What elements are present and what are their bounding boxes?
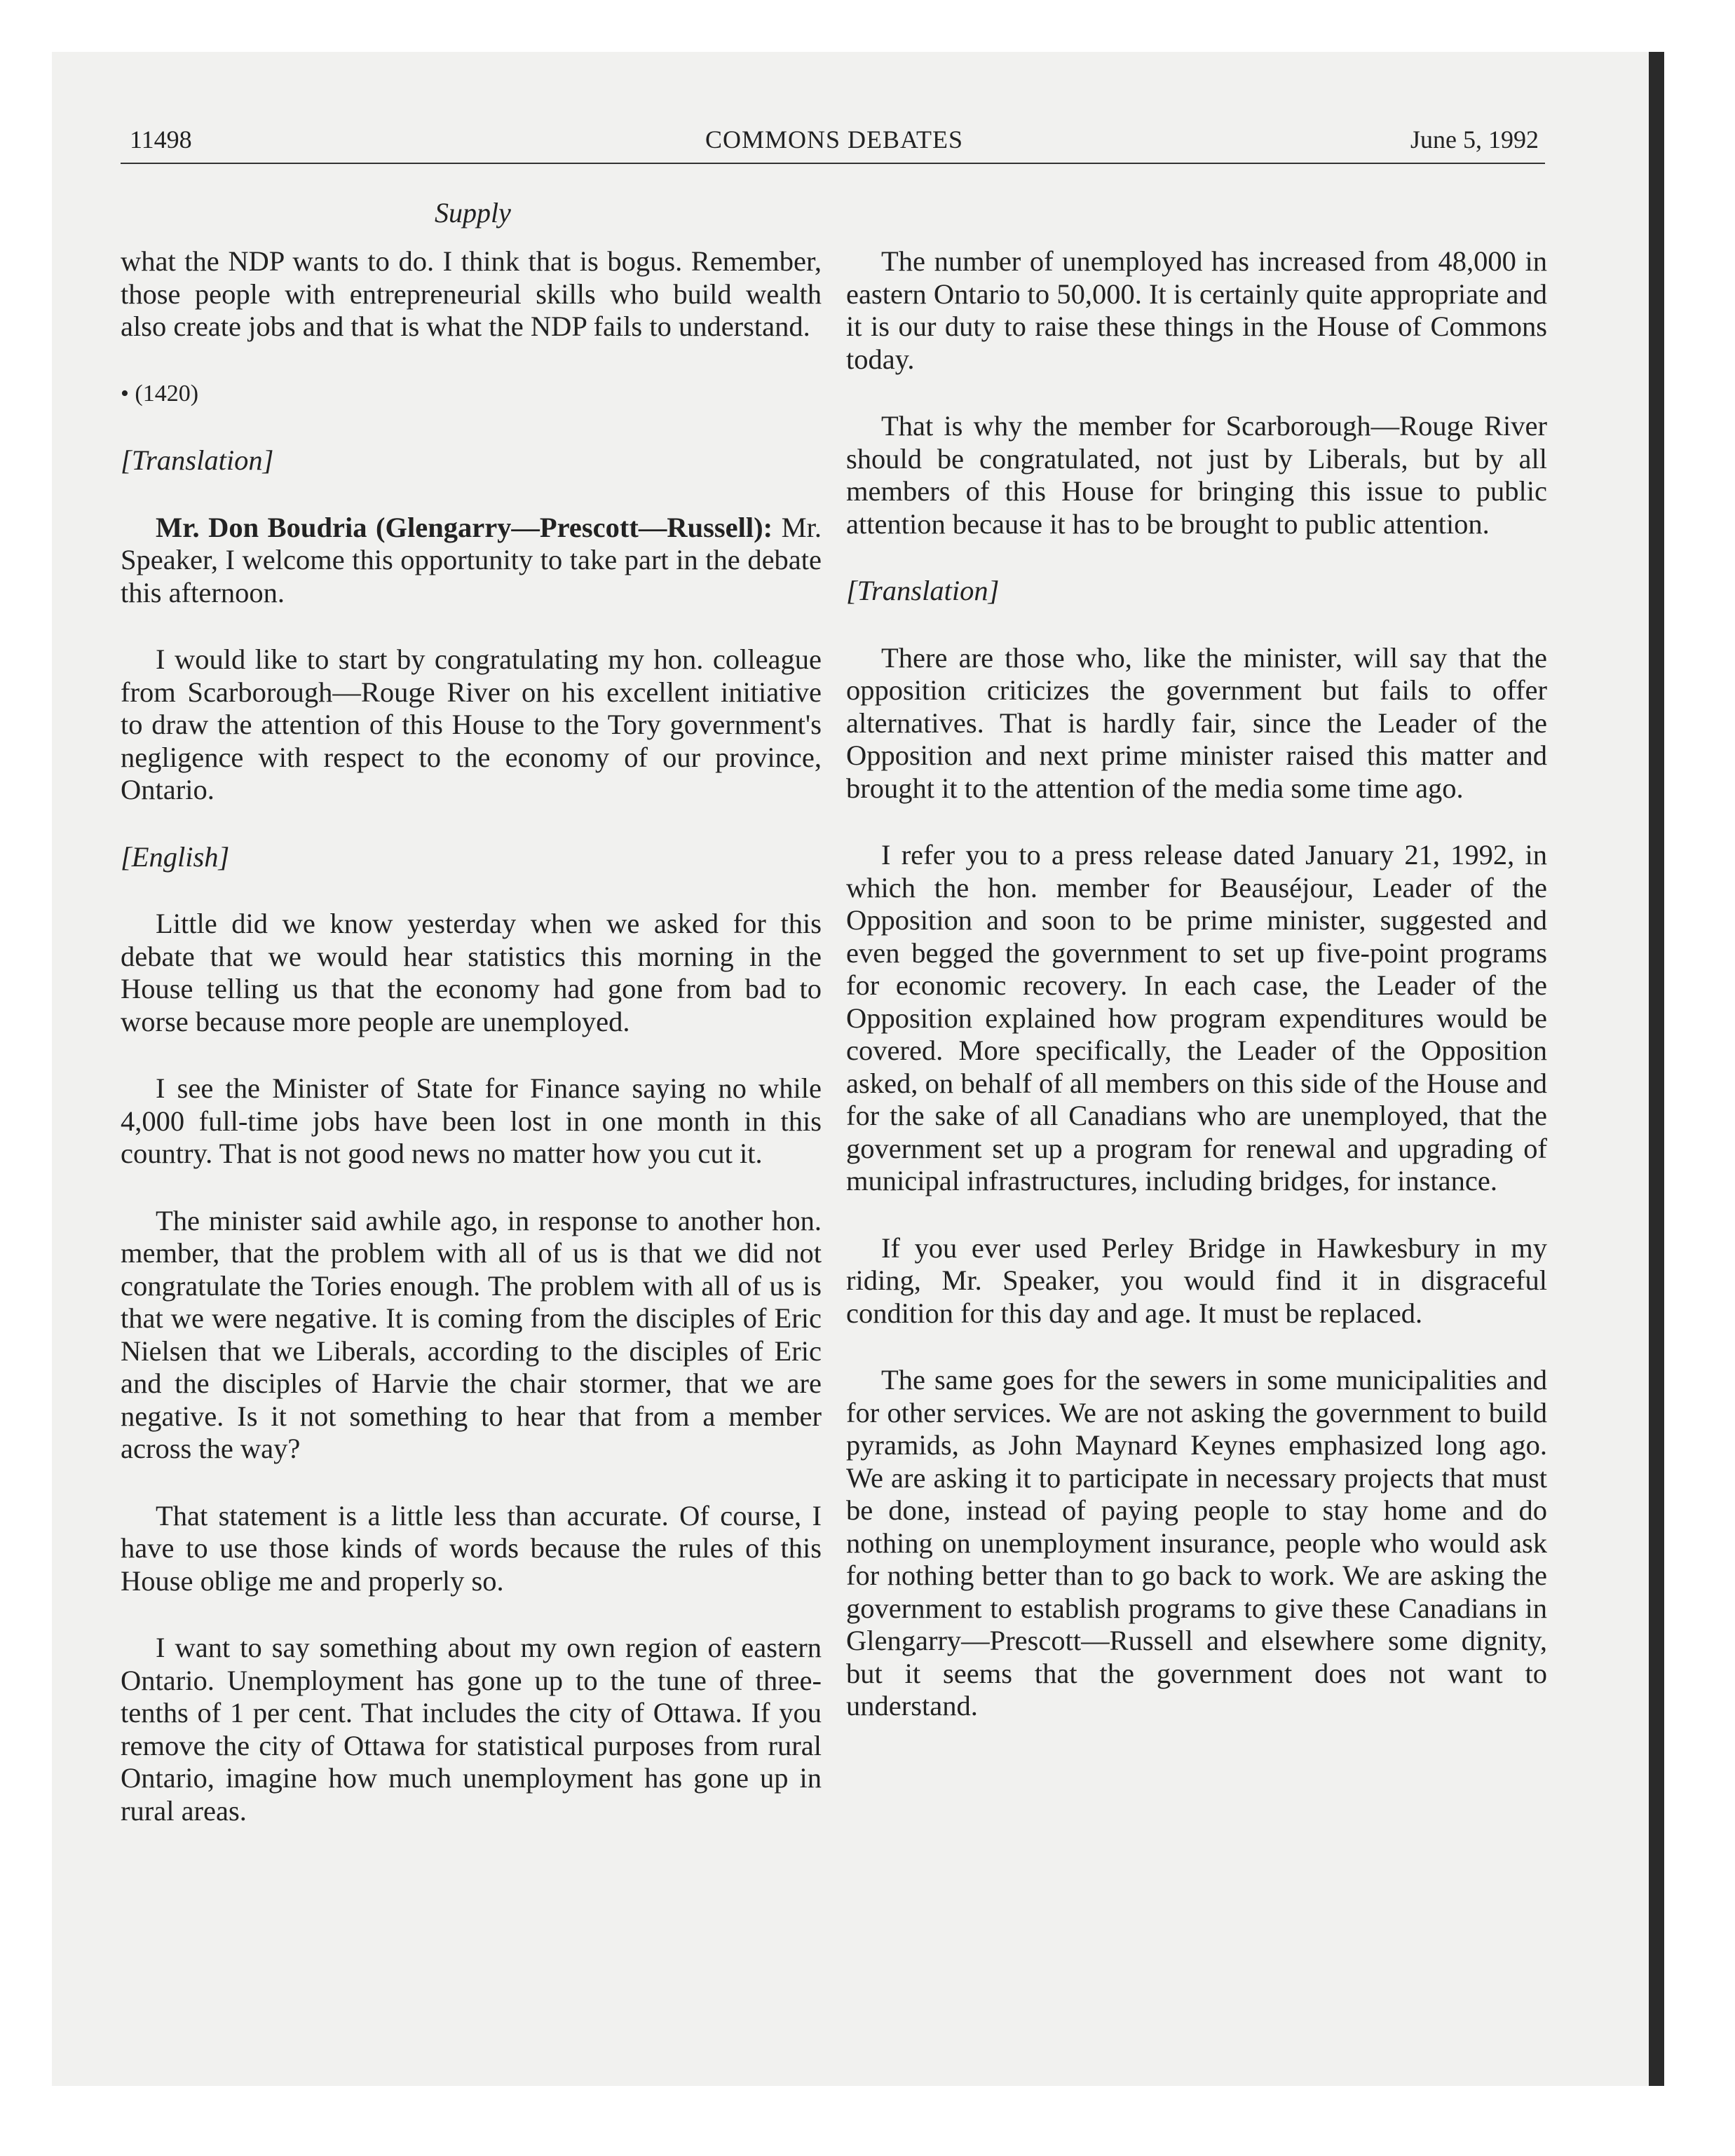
paragraph: That statement is a little less than accurate. Of course, I have to use those kinds of words because the rules of this House oblige me and properly so. xyxy=(121,1499,822,1597)
publication-date: June 5, 1992 xyxy=(1410,125,1539,153)
language-note: [Translation] xyxy=(121,444,274,476)
speaker-text: Mr. Speaker, I welcome this opportunity to take part in the debate this afternoon. xyxy=(121,511,822,608)
right-column xyxy=(846,245,1547,1757)
header-rule xyxy=(121,163,1545,164)
paragraph: I see the Minister of State for Finance saying no while 4,000 full-time jobs have been lost in one month in this country. That is not good news no matter how you cut it. xyxy=(121,1072,822,1169)
paragraph: I would like to start by congratulating my hon. colleague from Scarborough—Rouge River on his excellent initiative to draw the attention of this House to the Tory government's negligence with respect to the economy of our province, Ontario. xyxy=(121,643,822,805)
paragraph: The number of unemployed has increased from 48,000 in eastern Ontario to 50,000. It is certainly quite appropriate and it is our duty to raise these things in the House of Commons today. xyxy=(846,245,1547,375)
paragraph: I refer you to a press release dated January 21, 1992, in which the hon. member for Beauséjour, Leader of the Opposition and soon to be prime minister, suggested and even begged the government to set up five-point programs for economic recovery. In each case, the Leader of the Opposition explained how program expenditures would be covered. More specifically, the Leader of the Opposition asked, on behalf of all members on this side of the House and for the sake of all Canadians who are unemployed, that the government set up a program for renewal and upgrading of municipal infrastructures, including bridges, for instance. xyxy=(846,839,1547,1196)
paragraph: I want to say something about my own region of eastern Ontario. Unemployment has gone up to the tune of three-tenths of 1 per cent. That includes the city of Ottawa. If you remove the city of Ottawa for statistical purposes from rural Ontario, imagine how much unemployment has gone up in rural areas. xyxy=(121,1632,822,1827)
speaker-paragraph xyxy=(121,512,822,610)
page-header xyxy=(130,125,1539,160)
paragraph: Little did we know yesterday when we asked for this debate that we would hear statistics this morning in the House telling us that the economy had gone from bad to worse because more people are unemployed. xyxy=(121,908,822,1037)
section-heading: Supply xyxy=(435,197,511,228)
paragraph: The minister said awhile ago, in response to another hon. member, that the problem with all of us is that we did not congratulate the Tories enough. The problem with all of us is that we were negative. It is coming from the disciples of Eric Nielsen that we Liberals, according to the disciples of Eric and the disciples of Harvie the chair stormer, that we are negative. Is it not something to hear that from a member across the way? xyxy=(121,1204,822,1464)
paragraph: The same goes for the sewers in some municipalities and for other services. We are not asking the government to build pyramids, as John Maynard Keynes emphasized long ago. We are asking it to participate in necessary projects that must be done, instead of paying people to stay home and do nothing on unemployment insurance, people who would ask for nothing better than to go back to work. We are asking the government to establish programs to give these Canadians in Glengarry—Prescott—Russell and elsewhere some dignity, but it seems that the government does not want to understand. xyxy=(846,1364,1547,1721)
speaker-name: Mr. Don Boudria (Glengarry—Prescott—Russell): xyxy=(156,511,773,543)
paragraph: There are those who, like the minister, will say that the opposition criticizes the government but fails to offer alternatives. That is hardly fair, since the Leader of the Opposition and next prime minister raised this matter and brought it to the attention of the media some time ago. xyxy=(846,641,1547,804)
language-note: [Translation] xyxy=(846,575,1000,606)
publication-title: COMMONS DEBATES xyxy=(705,125,964,153)
time-marker: • (1420) xyxy=(121,380,199,407)
paragraph: If you ever used Perley Bridge in Hawkesbury in my riding, Mr. Speaker, you would find it in disgraceful condition for this day and age. It must be replaced. xyxy=(846,1231,1547,1329)
page-number: 11498 xyxy=(130,125,192,153)
left-column xyxy=(121,245,822,1862)
paragraph: what the NDP wants to do. I think that is bogus. Remember, those people with entrepreneurial skills who build wealth also create jobs and that is what the NDP fails to understand. xyxy=(121,245,822,342)
paragraph: That is why the member for Scarborough—Rouge River should be congratulated, not just by Liberals, but by all members of this House for bringing this issue to public attention because it has to be brought to public attention. xyxy=(846,410,1547,540)
language-note: [English] xyxy=(121,840,230,873)
scan-edge-bar xyxy=(1649,52,1664,2086)
